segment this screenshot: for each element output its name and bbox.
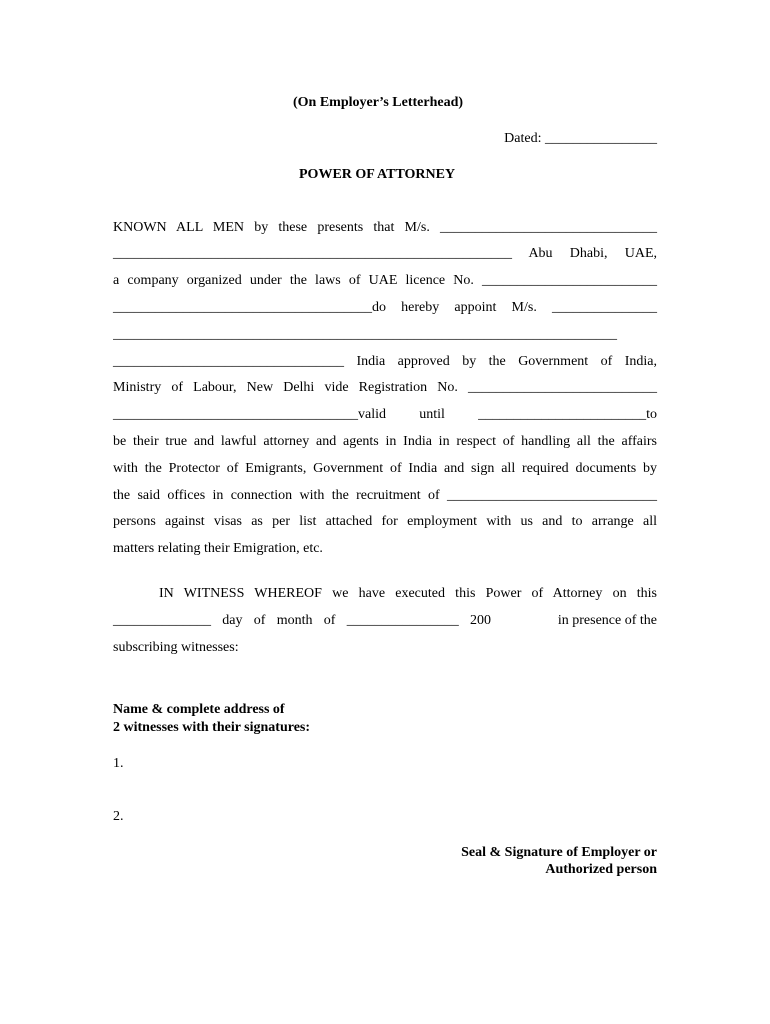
body-line-6: _________________________________ India approved by the Government of India, [113, 354, 657, 369]
signature-line-2: Authorized person [545, 862, 657, 877]
body-line-7: Ministry of Labour, New Delhi vide Registration No. ___________________________ [113, 380, 657, 395]
letterhead-note: (On Employer’s Letterhead) [293, 95, 464, 110]
witnesses-heading-1: Name & complete address of [113, 702, 285, 717]
witness-line-2a: ______________ day of month of ________________ 200 [113, 613, 491, 628]
body-line-10: with the Protector of Emigrants, Government of India and sign all required documents by [113, 461, 657, 476]
dated-line: Dated: ________________ [504, 131, 657, 146]
witness-item-2: 2. [113, 809, 124, 824]
body-line-2: _________________________________________________________ Abu Dhabi, UAE, [113, 246, 657, 261]
witness-line-3: subscribing witnesses: [113, 640, 239, 655]
signature-line-1: Seal & Signature of Employer or [461, 845, 657, 860]
body-line-12: persons against visas as per list attached for employment with us and to arrange all [113, 514, 657, 529]
body-line-3: a company organized under the laws of UAE licence No. _________________________ [113, 273, 657, 288]
body-line-9: be their true and lawful attorney and agents in India in respect of handling all the affairs [113, 434, 657, 449]
witness-item-1: 1. [113, 756, 124, 771]
witness-line-1: IN WITNESS WHEREOF we have executed this Power of Attorney on this [159, 586, 657, 601]
witness-line-2b: in presence of the [557, 613, 657, 628]
document-title: POWER OF ATTORNEY [299, 167, 456, 182]
witnesses-heading-2: 2 witnesses with their signatures: [113, 720, 311, 735]
body-line-1: KNOWN ALL MEN by these presents that M/s. _______________________________ [113, 220, 657, 235]
body-line-11: the said offices in connection with the recruitment of ______________________________ [113, 488, 657, 503]
body-line-8: ___________________________________valid until ________________________to [113, 407, 657, 422]
body-line-13: matters relating their Emigration, etc. [113, 541, 323, 556]
body-line-5: ________________________________________________________________________ [113, 327, 617, 342]
body-line-4: _____________________________________do hereby appoint M/s. _______________ [113, 300, 657, 315]
